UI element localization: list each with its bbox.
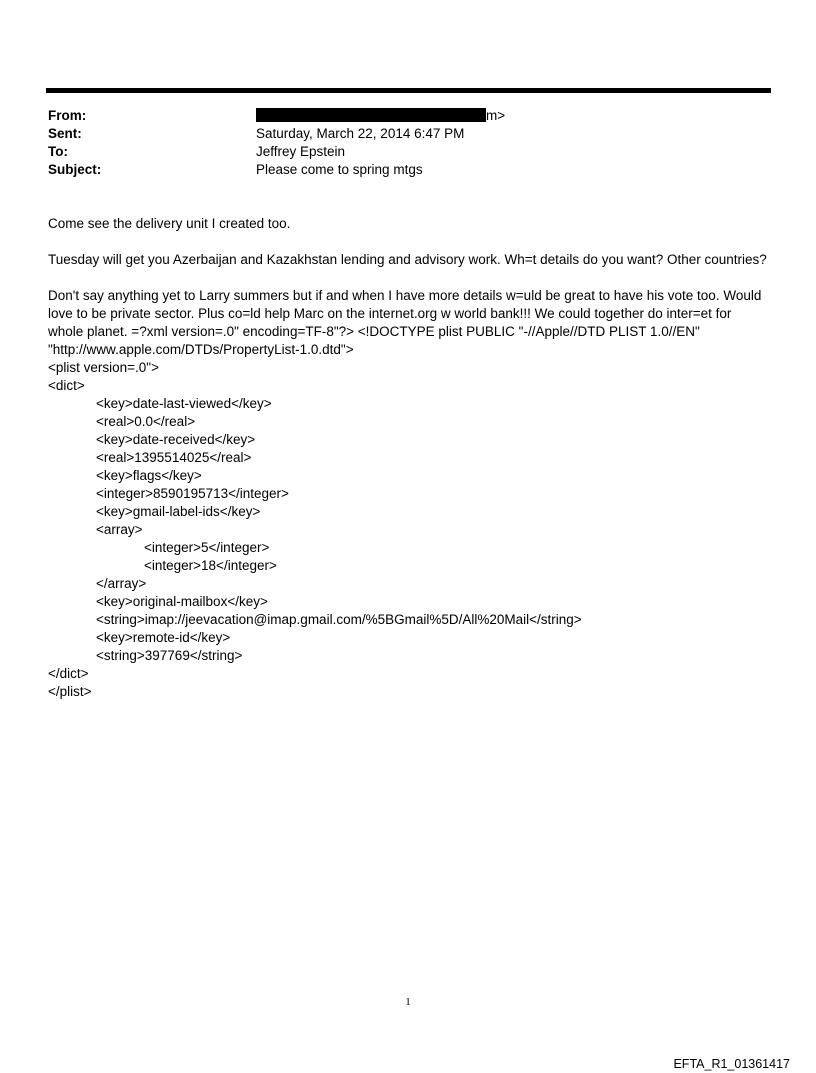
to-value: Jeffrey Epstein (256, 144, 346, 159)
xml-line: <dict> (48, 378, 85, 393)
xml-line: <array> (96, 522, 143, 537)
xml-line: </plist> (48, 684, 92, 699)
xml-line: <key>date-last-viewed</key> (96, 396, 272, 411)
body-paragraph-1: Come see the delivery unit I created too. (48, 216, 291, 231)
xml-line: <key>date-received</key> (96, 432, 256, 447)
body-line: Don't say anything yet to Larry summers but if and when I have more details w=uld be great to have his vote too. Would (48, 288, 762, 303)
body-line: love to be private sector. Plus co=ld help Marc on the internet.org w world bank!!! We could together do inter=et for (48, 306, 732, 321)
xml-line: </array> (96, 576, 147, 591)
xml-line: <real>0.0</real> (96, 414, 196, 429)
xml-line: <key>flags</key> (96, 468, 202, 483)
page-number: 1 (405, 996, 411, 1008)
subject-value: Please come to spring mtgs (256, 162, 423, 177)
email-body (48, 215, 778, 701)
body-line: "http://www.apple.com/DTDs/PropertyList-1.0.dtd"> (48, 342, 354, 357)
xml-line: <key>remote-id</key> (96, 630, 231, 645)
xml-line: <key>original-mailbox</key> (96, 594, 268, 609)
header-rule (46, 88, 771, 93)
body-paragraph-2: Tuesday will get you Azerbaijan and Kazakhstan lending and advisory work. Wh=t details do you want? Other countries? (48, 252, 767, 267)
xml-line: <real>1395514025</real> (96, 450, 252, 465)
sent-value: Saturday, March 22, 2014 6:47 PM (256, 126, 465, 141)
xml-line: <string>imap://jeevacation@imap.gmail.com/%5BGmail%5D/All%20Mail</string> (96, 612, 582, 627)
to-label: To: (48, 144, 68, 159)
body-paragraph-3 (48, 287, 778, 359)
body-line: whole planet. =?xml version=.0" encoding=TF-8"?> <!DOCTYPE plist PUBLIC "-//Apple//DTD PLIST 1.0//EN" (48, 324, 700, 339)
xml-line: <integer>8590195713</integer> (96, 486, 289, 501)
xml-line: </dict> (48, 666, 89, 681)
from-suffix: m> (486, 108, 506, 123)
xml-line: <string>397769</string> (96, 648, 243, 663)
from-value (256, 107, 505, 125)
xml-line: <key>gmail-label-ids</key> (96, 504, 261, 519)
xml-line: <integer>18</integer> (144, 558, 277, 573)
document-id: EFTA_R1_01361417 (673, 1057, 790, 1071)
redaction-bar (256, 108, 486, 122)
sent-label: Sent: (48, 126, 82, 141)
from-label: From: (48, 108, 87, 123)
subject-label: Subject: (48, 162, 102, 177)
xml-plist-block (48, 359, 778, 701)
xml-line: <integer>5</integer> (144, 540, 270, 555)
xml-line: <plist version=.0"> (48, 360, 159, 375)
